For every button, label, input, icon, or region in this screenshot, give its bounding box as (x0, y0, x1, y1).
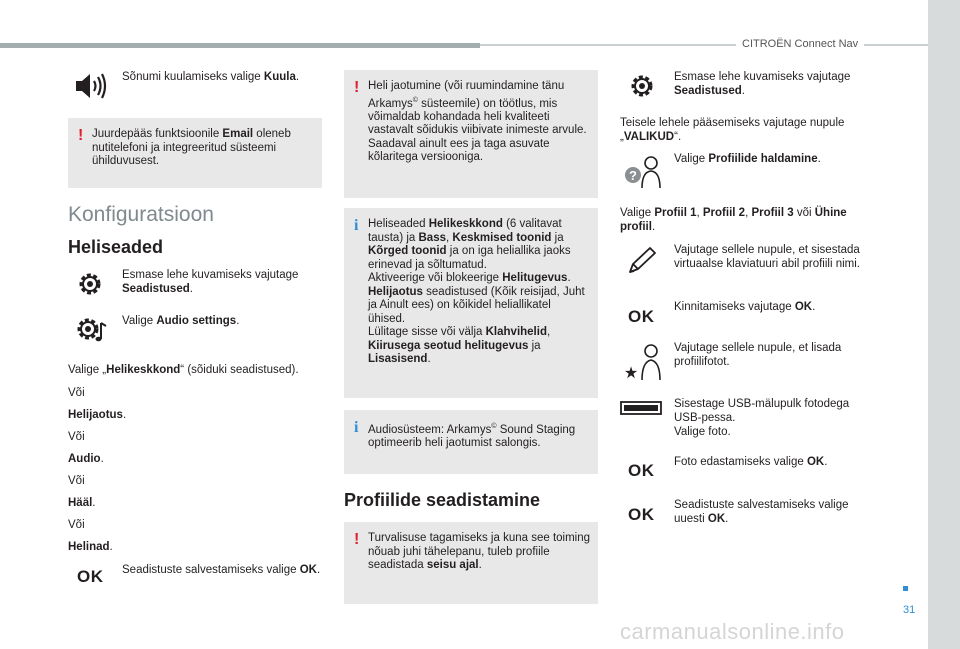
profile-question-icon (620, 154, 664, 190)
step-save-settings: Seadistuste salvestamiseks valige OK. (122, 564, 321, 576)
step-enter-name: Vajutage sellele nupule, et sisestada virtuaalse klaviatuuri abil profiili nimi. (674, 244, 860, 270)
step-insert-usb: Sisestage USB-mälupulk fotodega USB-pessa. Valige foto. (674, 398, 850, 438)
warning-icon: ! (78, 127, 84, 144)
select-helikeskkond: Valige „Helikeskkond“ (sõiduki seadistused). (68, 364, 299, 376)
option-helijaotus: Helijaotus. (68, 409, 127, 421)
ok-button-icon: OK (628, 307, 655, 326)
select-profile: Valige Profiil 1, Profiil 2, Profiil 3 või Ühine profiil. (620, 207, 847, 233)
step-profile-management: Valige Profiilide haldamine. (674, 153, 821, 165)
info-text: Heliseaded Helikeskkond (6 valitavat tausta) ja Bass, Keskmised toonid ja Kõrged toonid ja on iga heliallika jaoks erinevad ja sõltumatud. Aktiveerige või blokeerige Helitugevus. Helijaotus seadistused (Kõik reisijad, Juht ja Ainult ees) on kõikidel heliallikatel ühised. Lülitage sisse või välja Klahvihelid, Kiirusega seotud helitugevus ja Lisasisend. (368, 218, 585, 365)
or-label: Või (68, 431, 85, 443)
info-box-audio-settings (344, 208, 598, 398)
ok-button-icon: OK (628, 461, 655, 480)
warning-box-sound-distribution (344, 70, 598, 198)
page-number: 31 (903, 604, 916, 616)
info-box-arkamys (344, 410, 598, 474)
step-add-photo: Vajutage sellele nupule, et lisada profiilifotot. (674, 342, 842, 368)
warning-text: Juurdepääs funktsioonile Email oleneb nutitelefoni ja integreeritud süsteemi ühilduvusest. (92, 128, 291, 167)
section-title-profiles: Profiilide seadistamine (344, 490, 541, 510)
info-icon: i (354, 419, 359, 436)
usb-slot-icon (620, 400, 662, 416)
watermark: carmanualsonline.info (620, 619, 845, 644)
ok-button-icon: OK (628, 505, 655, 524)
option-helinad: Helinad. (68, 541, 113, 553)
warning-text: Heli jaotumine (või ruumindamine tänu Arkamys© süsteemile) on töötlus, mis võimaldab kohandada heli kvaliteeti vastavalt sõidukis viibivate inimeste arvule. Saadaval ainult ees ja taga asuvate kõlaritega versiooniga. (368, 80, 587, 164)
page-marker (903, 586, 908, 591)
warning-text: Turvalisuse tagamiseks ja kuna see toiming nõuab juhi tähelepanu, tuleb profiile seadistada seisu ajal. (368, 532, 591, 571)
step-transfer-photo: Foto edastamiseks valige OK. (674, 456, 828, 468)
subsection-title: Heliseaded (68, 237, 164, 257)
gear-icon (626, 70, 658, 102)
step-save-again: Seadistuste salvestamiseks valige uuesti OK. (674, 499, 849, 525)
speaker-icon (72, 70, 110, 102)
step-open-settings-2: Esmase lehe kuvamiseks vajutage Seadistused. (674, 71, 851, 97)
gear-music-icon (74, 314, 110, 346)
warning-icon: ! (354, 531, 360, 548)
info-text: Audiosüsteem: Arkamys© Sound Staging optimeerib heli jaotumist salongis. (368, 423, 576, 450)
press-options: Teisele lehele pääsemiseks vajutage nupule „VALIKUD“. (620, 117, 845, 143)
svg-text:?: ? (629, 168, 637, 183)
warning-icon: ! (354, 79, 360, 96)
kuula-instruction: Sõnumi kuulamiseks valige Kuula. (122, 71, 300, 83)
step-audio-settings: Valige Audio settings. (122, 315, 240, 327)
warning-box-email (68, 118, 322, 188)
header-rule (0, 43, 480, 48)
option-haal: Hääl. (68, 497, 96, 509)
info-icon: i (354, 217, 359, 234)
gear-icon (74, 268, 106, 300)
page-sidebar (928, 0, 960, 649)
svg-text:★: ★ (623, 365, 639, 382)
or-label: Või (68, 475, 85, 487)
step-confirm: Kinnitamiseks vajutage OK. (674, 301, 816, 313)
warning-box-profiles (344, 522, 598, 604)
section-title: Konfiguratsioon (68, 203, 214, 226)
running-header: CITROËN Connect Nav (736, 38, 864, 52)
ok-button-icon: OK (77, 567, 104, 586)
option-audio: Audio. (68, 453, 104, 465)
or-label: Või (68, 519, 85, 531)
profile-star-icon (620, 340, 664, 382)
step-open-settings: Esmase lehe kuvamiseks vajutage Seadistused. (122, 269, 299, 295)
pencil-icon (624, 244, 660, 278)
or-label: Või (68, 387, 85, 399)
